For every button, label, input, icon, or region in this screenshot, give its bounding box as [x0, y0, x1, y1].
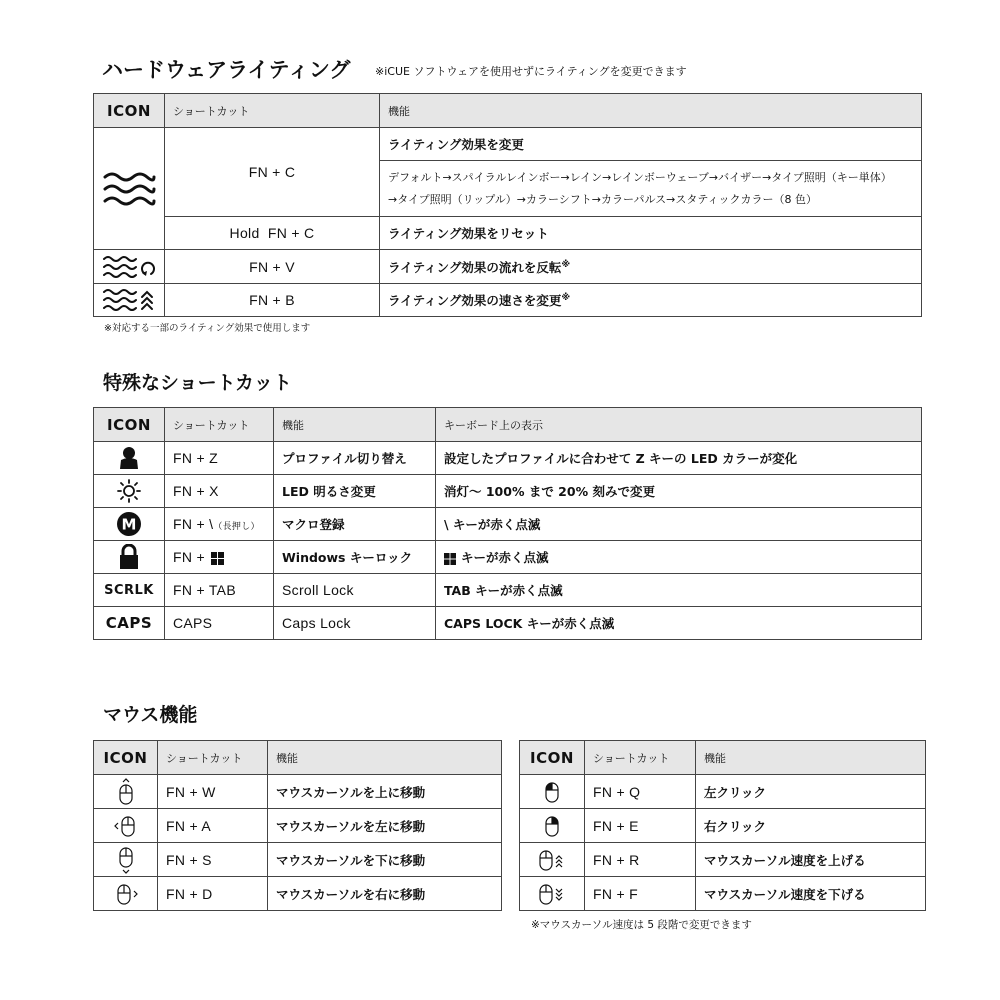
display-scroll-lock: TAB キーが赤く点滅	[436, 574, 922, 607]
display-windows-lock	[436, 541, 922, 574]
caps-lock-icon-text: CAPS	[105, 614, 153, 632]
lighting-effect-order-line2: →タイプ照明（リップル）→カラーシフト→カラーパルス→スタティックカラー（8 色）	[388, 192, 817, 206]
table-row	[94, 809, 502, 843]
function-right-click: 右クリック	[696, 809, 926, 843]
mouse-title: マウス機能	[103, 704, 198, 726]
shortcut-hold-fn-c: Hold FN + C	[165, 217, 380, 250]
header-keyboard-display: キーボード上の表示	[436, 408, 922, 442]
header-icon: ICON	[94, 408, 165, 442]
mouse-table-left	[93, 740, 502, 911]
shortcut-caps: CAPS	[165, 607, 274, 640]
waves-reverse-icon	[94, 250, 165, 284]
shortcut-fn-backslash-text: FN + \	[173, 516, 214, 532]
header-icon: ICON	[94, 94, 165, 128]
shortcut-fn-b: FN + B	[165, 284, 380, 317]
shortcut-fn-z: FN + Z	[165, 442, 274, 475]
shortcut-fn-a: FN + A	[158, 809, 268, 843]
header-icon: ICON	[520, 741, 585, 775]
windows-icon	[444, 553, 456, 565]
footnote-mark: ※	[561, 292, 571, 303]
shortcut-fn-r: FN + R	[585, 843, 696, 877]
shortcut-fn-e: FN + E	[585, 809, 696, 843]
header-shortcut: ショートカット	[158, 741, 268, 775]
mouse-right-click-icon	[520, 809, 585, 843]
caps-lock-icon	[94, 607, 165, 640]
shortcut-fn-windows-text: FN +	[173, 549, 205, 565]
header-shortcut: ショートカット	[165, 408, 274, 442]
table-row	[94, 442, 922, 475]
table-row	[520, 877, 926, 911]
lighting-table	[93, 93, 922, 317]
display-windows-lock-text: キーが赤く点滅	[461, 550, 549, 565]
lighting-subtitle: ※iCUE ソフトウェアを使用せずにライティングを変更できます	[375, 65, 687, 78]
shortcut-fn-windows	[165, 541, 274, 574]
special-table	[93, 407, 922, 640]
shortcut-fn-w: FN + W	[158, 775, 268, 809]
shortcut-fn-f: FN + F	[585, 877, 696, 911]
shortcut-fn-q: FN + Q	[585, 775, 696, 809]
shortcut-fn-v: FN + V	[165, 250, 380, 284]
footnote-mark: ※	[561, 259, 571, 270]
waves-icon	[94, 128, 165, 250]
display-led-brightness: 消灯〜 100% まで 20% 刻みで変更	[436, 475, 922, 508]
waves-speed-icon	[94, 284, 165, 317]
lighting-footnote: ※対応する一部のライティング効果で使用します	[104, 323, 311, 334]
mouse-left-click-icon	[520, 775, 585, 809]
special-header-row	[94, 408, 922, 442]
table-row	[520, 809, 926, 843]
scroll-lock-icon	[94, 574, 165, 607]
function-left-click: 左クリック	[696, 775, 926, 809]
mouse-speed-up-icon	[520, 843, 585, 877]
svg-text:M: M	[121, 515, 137, 534]
profile-icon	[94, 442, 165, 475]
table-row	[94, 541, 922, 574]
table-row	[94, 775, 502, 809]
function-mouse-right: マウスカーソルを右に移動	[268, 877, 502, 911]
special-title: 特殊なショートカット	[103, 372, 292, 394]
mouse-table-right	[519, 740, 926, 911]
header-icon: ICON	[94, 741, 158, 775]
mouse-left-header-row	[94, 741, 502, 775]
shortcut-fn-x: FN + X	[165, 475, 274, 508]
table-row	[94, 607, 922, 640]
function-caps-lock: Caps Lock	[274, 607, 436, 640]
function-change-lighting: ライティング効果を変更	[380, 128, 922, 161]
function-scroll-lock: Scroll Lock	[274, 574, 436, 607]
function-speed-lighting-text: ライティング効果の速さを変更	[388, 293, 562, 308]
table-row	[520, 775, 926, 809]
mouse-left-icon	[94, 809, 158, 843]
header-shortcut: ショートカット	[585, 741, 696, 775]
table-row	[94, 877, 502, 911]
windows-icon	[211, 552, 224, 565]
mouse-down-icon	[94, 843, 158, 877]
function-windows-lock: Windows キーロック	[274, 541, 436, 574]
scroll-lock-icon-text: SCRLK	[104, 582, 154, 598]
function-speed-lighting	[380, 284, 922, 317]
mouse-up-icon	[94, 775, 158, 809]
shortcut-fn-backslash	[165, 508, 274, 541]
table-row	[94, 250, 922, 284]
function-mouse-left: マウスカーソルを左に移動	[268, 809, 502, 843]
display-profile-switch: 設定したプロファイルに合わせて Z キーの LED カラーが変化	[436, 442, 922, 475]
table-row	[520, 843, 926, 877]
table-row	[94, 128, 922, 161]
shortcut-fn-c: FN + C	[165, 128, 380, 217]
function-mouse-down: マウスカーソルを下に移動	[268, 843, 502, 877]
function-reverse-lighting-text: ライティング効果の流れを反転	[388, 259, 562, 275]
macro-icon	[94, 508, 165, 541]
lighting-effect-order	[380, 161, 922, 217]
display-macro-record: \ キーが赤く点滅	[436, 508, 922, 541]
shortcut-fn-tab: FN + TAB	[165, 574, 274, 607]
table-row	[94, 508, 922, 541]
function-mouse-up: マウスカーソルを上に移動	[268, 775, 502, 809]
table-row	[94, 217, 922, 250]
function-reverse-lighting	[380, 250, 922, 284]
header-function: 機能	[380, 94, 922, 128]
function-reset-lighting: ライティング効果をリセット	[380, 217, 922, 250]
brightness-icon	[94, 475, 165, 508]
table-row	[94, 574, 922, 607]
header-function: 機能	[696, 741, 926, 775]
function-macro-record: マクロ登録	[274, 508, 436, 541]
lock-icon	[94, 541, 165, 574]
shortcut-fn-d: FN + D	[158, 877, 268, 911]
display-caps-lock: CAPS LOCK キーが赤く点滅	[436, 607, 922, 640]
header-shortcut: ショートカット	[165, 94, 380, 128]
mouse-right-header-row	[520, 741, 926, 775]
table-row	[94, 843, 502, 877]
function-profile-switch: プロファイル切り替え	[274, 442, 436, 475]
lighting-effect-order-line1: デフォルト→スパイラルレインボー→レイン→レインボーウェーブ→バイザー→タイプ照明（キー単体）	[388, 170, 892, 184]
function-speed-down: マウスカーソル速度を下げる	[696, 877, 926, 911]
shortcut-fn-s: FN + S	[158, 843, 268, 877]
long-press-note: （長押し）	[213, 521, 260, 531]
mouse-right-icon	[94, 877, 158, 911]
function-speed-up: マウスカーソル速度を上げる	[696, 843, 926, 877]
header-function: 機能	[274, 408, 436, 442]
header-function: 機能	[268, 741, 502, 775]
mouse-footnote: ※マウスカーソル速度は 5 段階で変更できます	[531, 919, 752, 931]
mouse-speed-down-icon	[520, 877, 585, 911]
function-led-brightness: LED 明るさ変更	[274, 475, 436, 508]
table-row	[94, 475, 922, 508]
lighting-title: ハードウェアライティング	[102, 58, 351, 82]
lighting-header-row	[94, 94, 922, 128]
table-row	[94, 284, 922, 317]
